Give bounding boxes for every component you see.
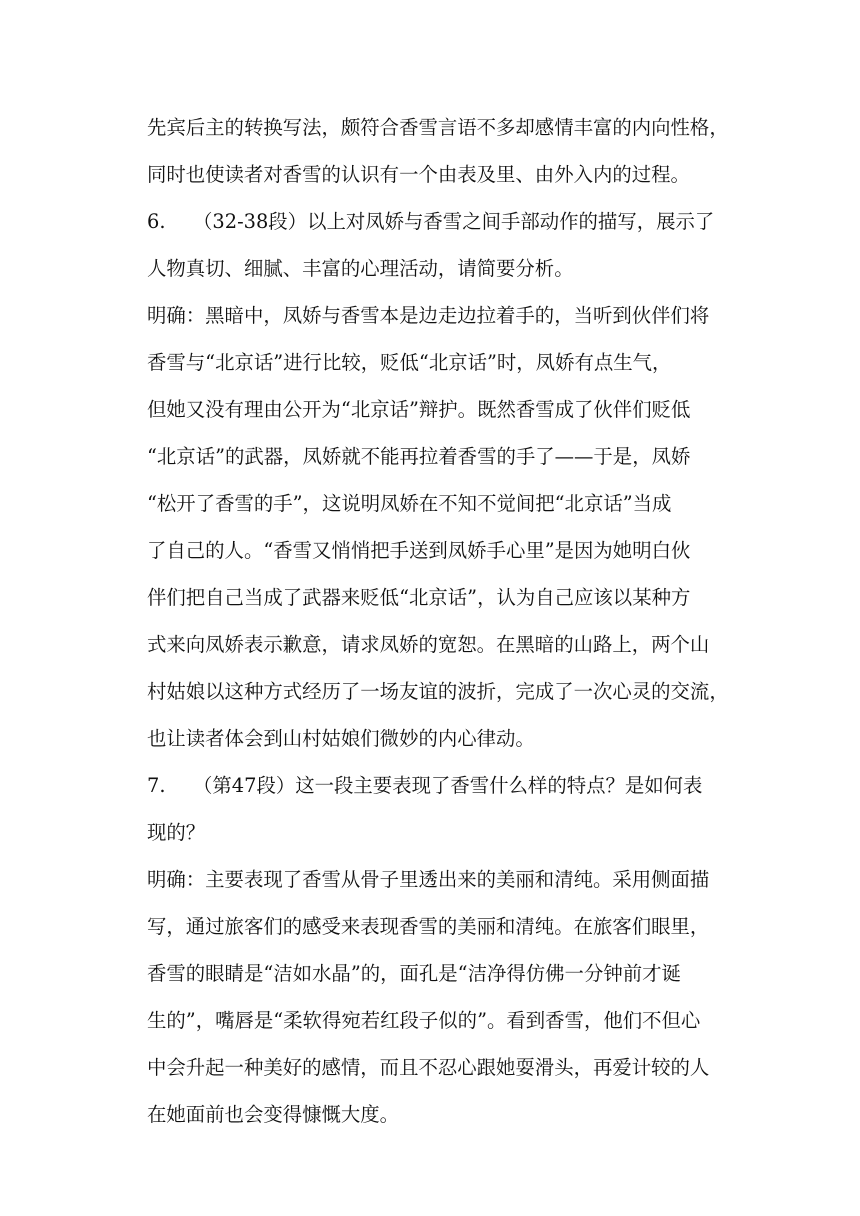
question-number-7: 7.: [147, 774, 166, 797]
answer-line: 明确：主要表现了香雪从骨子里透出来的美丽和清纯。采用侧面描: [147, 868, 710, 891]
text-line: 同时也使读者对香雪的认识有一个由表及里、由外入内的过程。: [147, 163, 690, 186]
text-line: 但她又没有理由公开为“北京话”辩护。既然香雪成了伙伴们贬低: [147, 398, 691, 421]
text-line: 生的”，嘴唇是“柔软得宛若红段子似的”。看到香雪，他们不但心: [147, 1009, 701, 1032]
question-6-text: （32-38段）以上对凤娇与香雪之间手部动作的描写，展示了: [193, 210, 715, 233]
text-line: “北京话”的武器，凤娇就不能再拉着香雪的手了——于是，凤娇: [147, 445, 691, 468]
text-line: 先宾后主的转换写法，颇符合香雪言语不多却感情丰富的内向性格，: [147, 116, 729, 139]
text-line: “松开了香雪的手”，这说明凤娇在不知不觉间把“北京话”当成: [147, 492, 672, 515]
text-line: 式来向凤娇表示歉意，请求凤娇的宽恕。在黑暗的山路上，两个山: [147, 633, 710, 656]
text-line: 村姑娘以这种方式经历了一场友谊的波折，完成了一次心灵的交流，: [147, 680, 729, 703]
text-line: 香雪与“北京话”进行比较，贬低“北京话”时，凤娇有点生气，: [147, 351, 672, 374]
text-line: 人物真切、细腻、丰富的心理活动，请简要分析。: [147, 257, 574, 280]
question-number-6: 6.: [147, 210, 166, 233]
question-7-line: [147, 762, 747, 809]
text-line: 现的？: [147, 821, 206, 844]
document-body: [147, 104, 747, 1138]
text-line: 写，通过旅客们的感受来表现香雪的美丽和清纯。在旅客们眼里，: [147, 915, 710, 938]
question-6-line: [147, 198, 747, 245]
text-line: 香雪的眼睛是“洁如水晶”的，面孔是“洁净得仿佛一分钟前才诞: [147, 962, 681, 985]
text-line: 在她面前也会变得慷慨大度。: [147, 1103, 400, 1126]
text-line: 也让读者体会到山村姑娘们微妙的内心律动。: [147, 727, 535, 750]
answer-line: 明确：黑暗中，凤娇与香雪本是边走边拉着手的，当听到伙伴们将: [147, 304, 710, 327]
text-line: 伴们把自己当成了武器来贬低“北京话”，认为自己应该以某种方: [147, 586, 691, 609]
question-7-text: （第47段）这一段主要表现了香雪什么样的特点？是如何表: [193, 774, 703, 797]
text-line: 了自己的人。“香雪又悄悄把手送到凤娇手心里”是因为她明白伙: [147, 539, 691, 562]
text-line: 中会升起一种美好的感情，而且不忍心跟她耍滑头，再爱计较的人: [147, 1056, 710, 1079]
